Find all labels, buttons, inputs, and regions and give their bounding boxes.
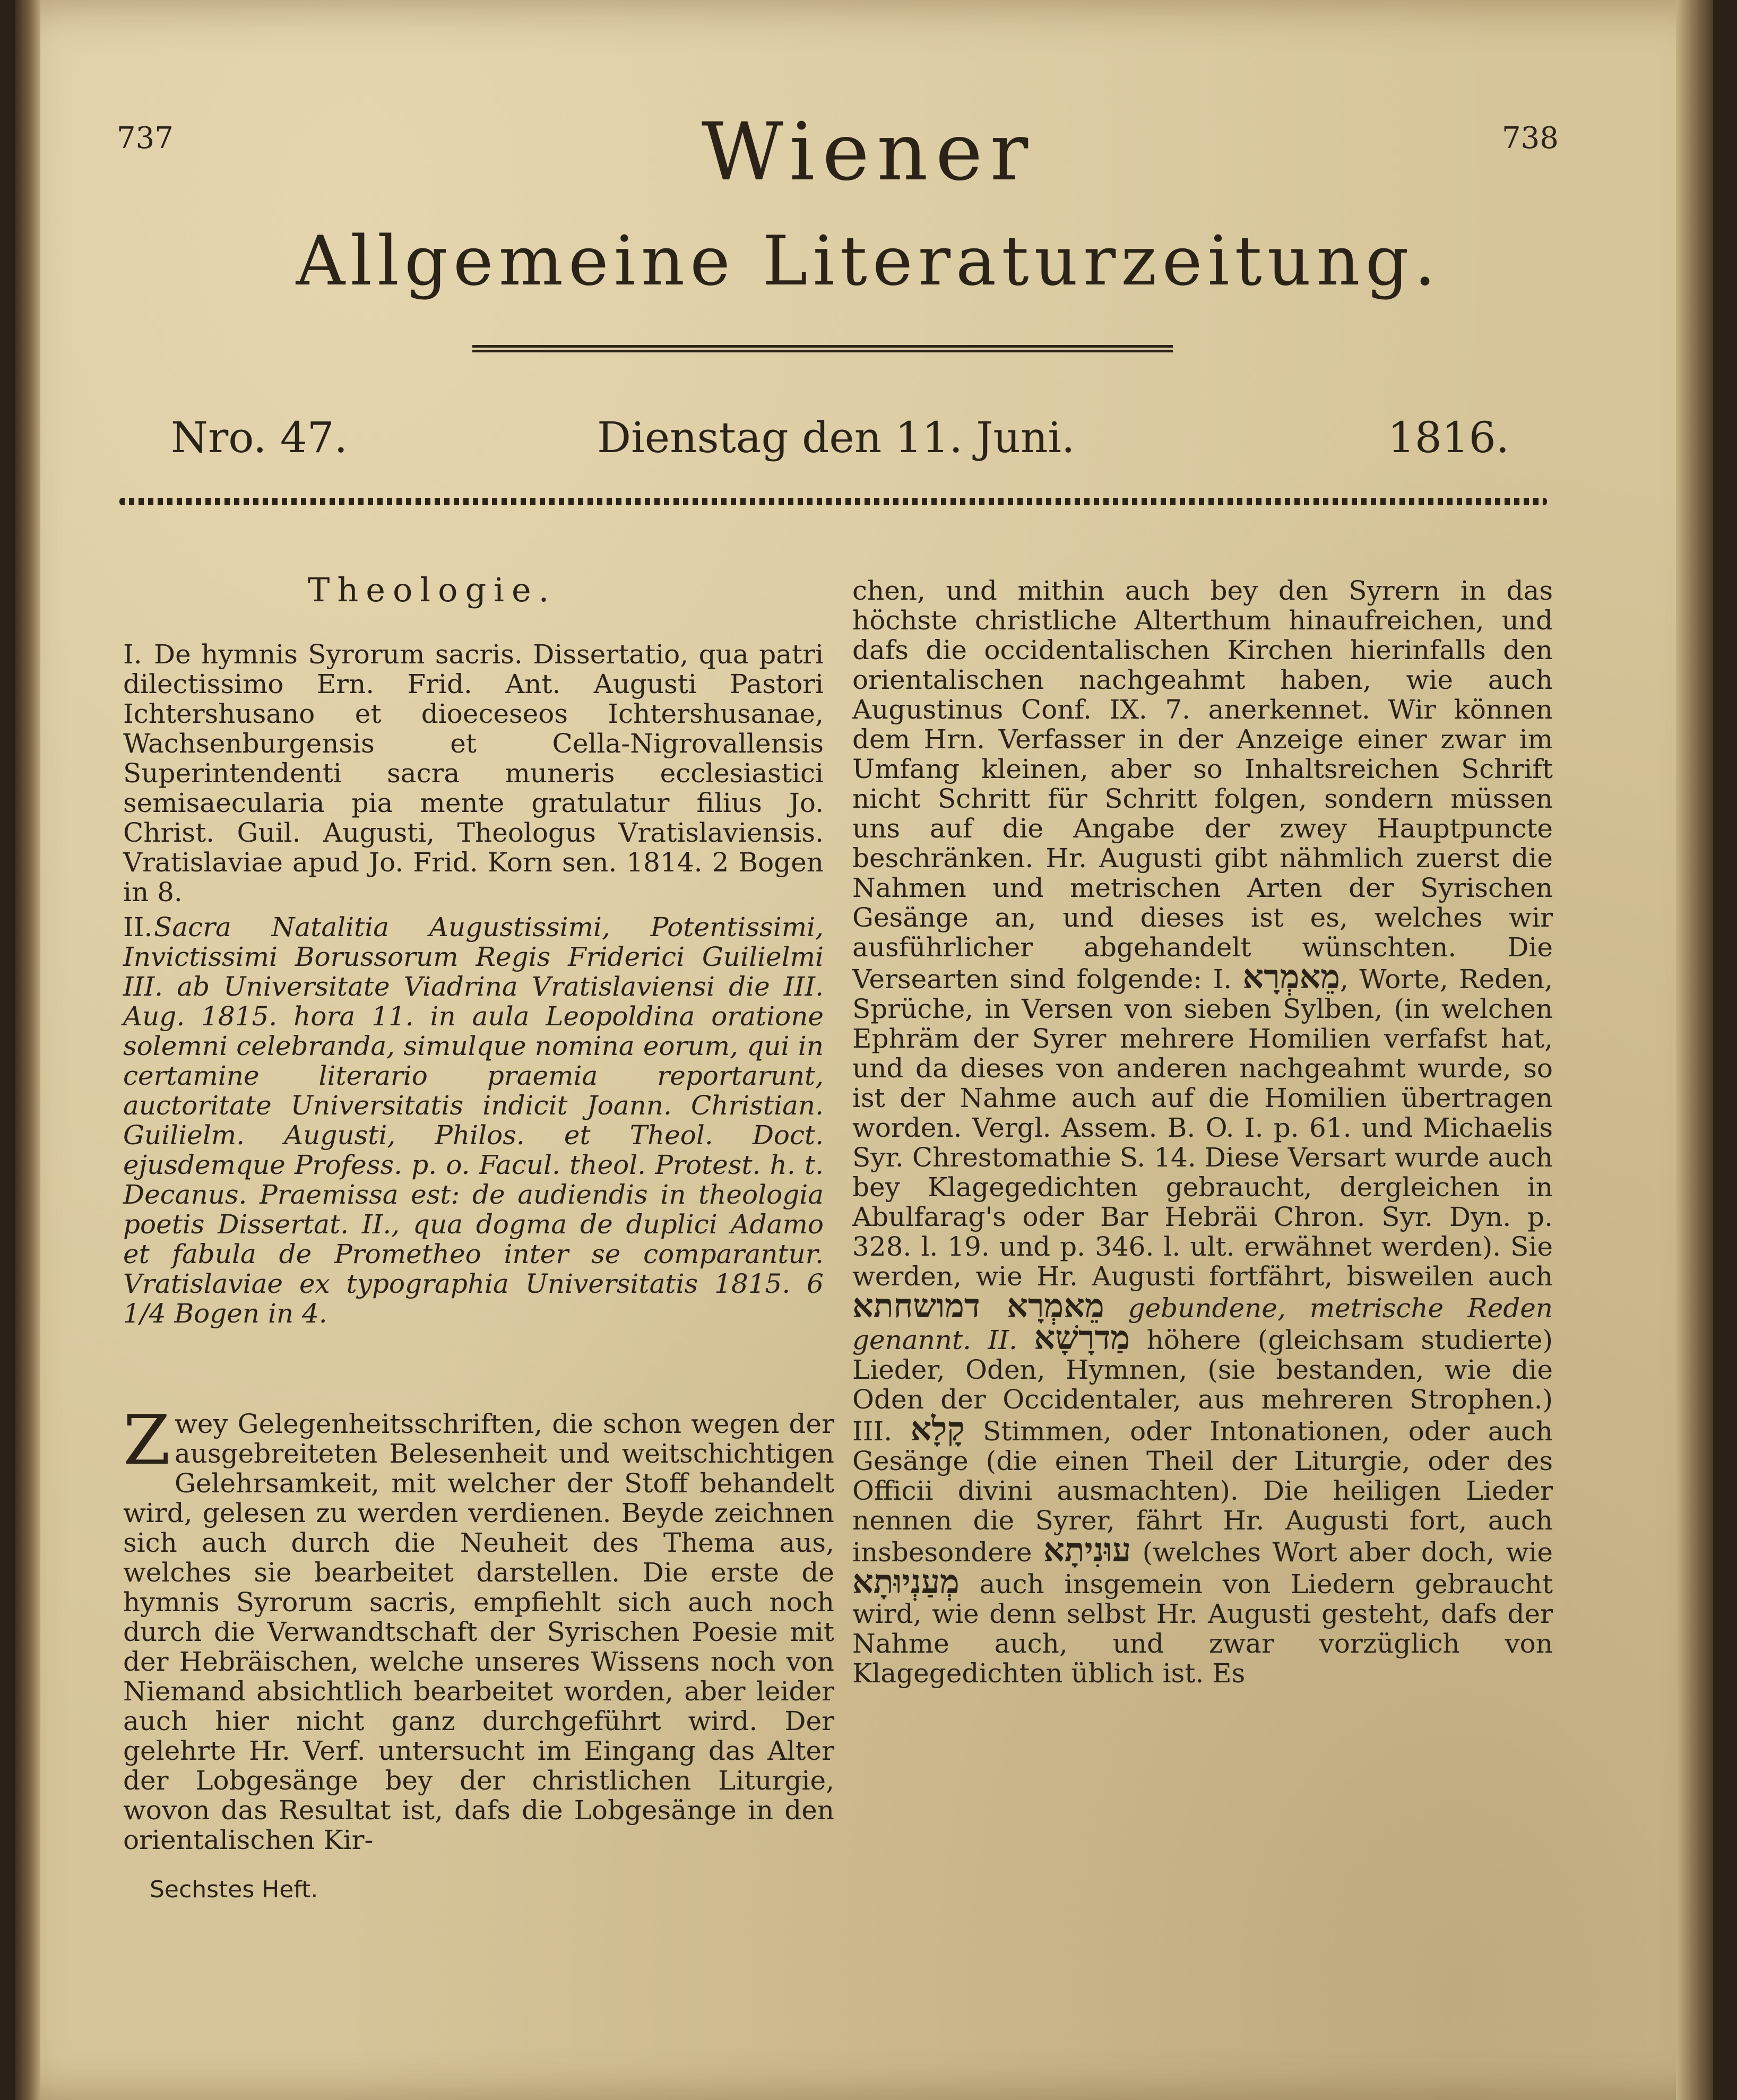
text-segment: chen, und mithin auch bey den Syrern in das höchste christliche Alterthum hinaufreichen, und dafs die occidentalischen Kirchen hierinfalls den orientalischen nachgeahmt haben, wie auch Augustinus Conf. IX. 7. anerkennet. Wir können dem Hrn. Verfasser in der Anzeige einer zwar im Umfang kleinen, aber so Inhaltsreichen Schrift nicht Schritt für Schritt folgen, sondern müssen uns auf die Angabe der zwey Hauptpuncte beschränken. Hr. Augusti gibt nähmlich zuerst die Nahmen und metrischen Arten der Syrischen Gesänge an, und dieses ist es, welches wir ausführlicher abgehandelt wünschten. Die Versearten sind folgende: I. [852, 575, 1553, 995]
entry-text: Sacra Natalitia Augustissimi, Potentissimi, Invictissimi Borussorum Regis Friderici Guilielmi III. ab Universitate Viadrina Vratislaviensi die III. Aug. 1815. hora 11. in aula Leopoldina oratione solemni celebranda, simulque nomina eorum, qui in certamine literario praemia reportarunt, auctoritate Universitatis indicit Joann. Christian. Guilielm. Augusti, Philos. et Theol. Doct. ejusdemque Profess. p. o. Facul. theol. Protest. h. t. Decanus. Praemissa est: de audiendis in theologia poetis Dissertat. II., qua dogma de duplici Adamo et fabula de Prometheo inter se comparantur. Vratislaviae ex typographia Universitatis 1815. 6 1/4 Bogen in 4. [123, 912, 824, 1329]
hebrew-term: מַדרָשָׁא [1034, 1318, 1130, 1357]
masthead-divider [472, 345, 1173, 352]
right-column-body [852, 576, 1553, 1688]
entry-number: II. [123, 912, 153, 943]
entry-number: I. [123, 639, 142, 670]
hebrew-term: מֵאמְרָא דמושחתא [852, 1286, 1104, 1325]
text-segment: höhere (gleichsam studierte) Lieder, Oden, Hymnen, (sie bestanden, wie die Oden der Occidentaler, aus mehreren Strophen.) III. [852, 1325, 1553, 1447]
issue-year: 1816. [1388, 413, 1510, 462]
page-number-right: 738 [1502, 121, 1559, 155]
issue-number: Nro. 47. [171, 413, 348, 462]
text-segment: Stimmen, oder Intonationen, oder auch Gesänge (die einen Theil der Liturgie, oder des Officii divini ausmachten). Die heiligen Lieder nennen die Syrer, fährt Hr. Augusti fort, auch insbesondere [852, 1416, 1553, 1568]
text-segment: auch insgemein von Liedern gebraucht wird, wie denn selbst Hr. Augusti gesteht, dafs der Nahme auch, und zwar vorzüglich von Klagegedichten üblich ist. Es [852, 1569, 1553, 1689]
hebrew-term: מְעַנְיוּתָא [852, 1562, 960, 1601]
drop-cap: Z [123, 1401, 170, 1480]
left-column-body [123, 1401, 834, 1855]
section-heading: Theologie. [308, 571, 557, 609]
book-spine [15, 0, 40, 2100]
right-paragraph [852, 576, 1553, 1688]
hebrew-term: עוּנִיתָא [1043, 1531, 1131, 1569]
page-edge [1676, 0, 1713, 2100]
bibliography-list [123, 639, 824, 1334]
entry-text: De hymnis Syrorum sacris. Dissertatio, qua patri dilectissimo Ern. Frid. Ant. Augusti Pastori Ichtershusano et dioeceseos Ichtershusanae, Wachsenburgensis et Cella-Nigrovallensis Superintendenti sacra muneris ecclesiastici semisaecularia pia mente gratulatur filius Jo. Christ. Guil. Augusti, Theologus Vratislaviensis. Vratislaviae apud Jo. Frid. Korn sen. 1814. 2 Bogen in 8. [123, 639, 824, 908]
signature-mark: Sechstes Heft. [150, 1876, 318, 1903]
issue-date: Dienstag den 11. Juni. [597, 413, 1075, 462]
hebrew-term: קָלָא [910, 1410, 965, 1448]
text-segment: gebundene, metrische Reden genannt. II. [852, 1293, 1553, 1355]
masthead-title-line2: Allgemeine Literaturzeitung. [296, 222, 1441, 301]
left-paragraph [123, 1401, 834, 1855]
text-segment: (welches Wort aber doch, wie [1142, 1537, 1553, 1568]
header-wavy-rule [119, 498, 1547, 505]
masthead-title-line1: Wiener [701, 106, 1036, 198]
bibliography-entry [123, 639, 824, 907]
text-segment: , Worte, Reden, Sprüche, in Versen von sieben Sylben, (in welchen Ephräm der Syrer mehrere Homilien verfafst hat, und da dieses von anderen nachgeahmt wurde, so ist der Nahme auch auf die Homilien übertragen worden. Vergl. Assem. B. O. I. p. 61. und Michaelis Syr. Chrestomathie S. 14. Diese Versart wurde auch bey Klagegedichten gebraucht, dergleichen in Abulfarag's oder Bar Hebräi Chron. Syr. Dyn. p. 328. l. 19. und p. 346. l. ult. erwähnet werden). Sie werden, wie Hr. Augusti fortfährt, bisweilen auch [852, 964, 1553, 1292]
bibliography-entry [123, 912, 824, 1328]
hebrew-term: מֵאמְרָא [1242, 957, 1340, 996]
left-paragraph-text: wey Gelegenheitsschriften, die schon wegen der ausgebreiteten Belesenheit und weitschichtigen Gelehrsamkeit, mit welcher der Stoff behandelt wird, gelesen zu werden verdienen. Beyde zeichnen sich auch durch die Neuheit des Thema aus, welches sie bearbeitet darstellen. Die erste de hymnis Syrorum sacris, empfiehlt sich auch noch durch die Verwandtschaft der Syrischen Poesie mit der Hebräischen, welche unseres Wissens noch von Niemand absichtlich bearbeitet worden, aber leider auch hier nicht ganz durchgeführt wird. Der gelehrte Hr. Verf. untersucht im Eingang das Alter der Lobgesänge bey der christlichen Liturgie, wovon das Resultat ist, dafs die Lobgesänge in den orientalischen Kir- [123, 1408, 834, 1855]
page-number-left: 737 [117, 121, 174, 155]
